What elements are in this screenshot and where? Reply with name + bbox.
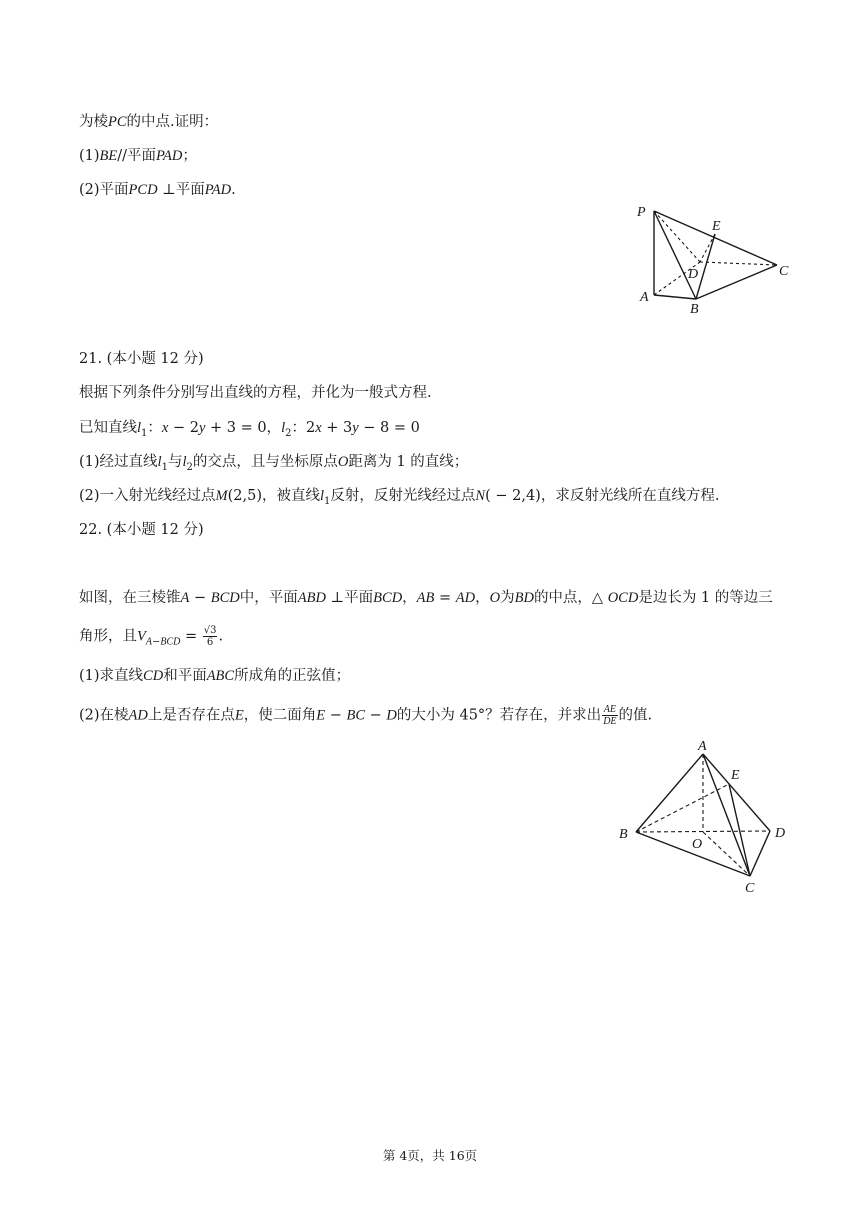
fig1-label-c: C xyxy=(779,264,789,279)
q21-part1: (1)经过直线$l_1$与$l_2$的交点，且与坐标原点O距离为 1 的直线； xyxy=(79,454,469,473)
fig2-label-d: D xyxy=(775,826,786,841)
fig2-label-a: A xyxy=(698,739,707,754)
q21-part2: (2)一入射光线经过点M(2,5)，被直线$l_1$反射，反射光线经过点N( − 2,4)，求反射光线所在直线方程. xyxy=(79,488,720,507)
fig1-label-e: E xyxy=(712,219,721,234)
q22-line1: 如图，在三棱锥A − BCD中，平面ABD ⊥平面BCD，AB = AD，O为BD的中点，△ OCD是边长为 1 的等边三 xyxy=(79,590,773,606)
q22-part2: (2)在棱AD上是否存在点E，使二面角E − BC − D的大小为 45°？若存在，并求出 $\frac{AE}{DE}$ 的值. xyxy=(79,704,653,727)
fig1-label-p: P xyxy=(637,205,646,220)
q21-given: 已知直线$l_1$：x − 2y + 3 = 0，$l_2$：2x + 3y − 8 = 0 xyxy=(79,420,420,439)
q21-header: 21. (本小题 12 分) xyxy=(79,351,204,367)
fig2-label-o: O xyxy=(692,837,703,852)
q22-header: 22. (本小题 12 分) xyxy=(79,522,204,538)
fig2-label-e: E xyxy=(731,768,740,783)
fig1-label-d: D xyxy=(688,267,699,282)
fig2-label-b: B xyxy=(619,827,628,842)
q20-line1: 为棱PC的中点.证明： xyxy=(79,114,219,130)
fig1-label-a: A xyxy=(640,290,649,305)
fig2-label-c: C xyxy=(745,881,755,896)
fig1-label-b: B xyxy=(690,302,699,317)
page-footer: 第 4页，共 16页 xyxy=(382,1148,478,1163)
q22-line2: 角形，且$V_{A-BCD}$ = $\frac{√3}{6}$ . xyxy=(79,625,224,648)
q22-part1: (1)求直线CD和平面ABC所成角的正弦值； xyxy=(79,668,351,684)
q20-part2: (2)平面PCD ⊥平面PAD. xyxy=(79,182,236,198)
tetrahedron-figure-2 xyxy=(612,734,797,896)
q20-part1: (1)BE//平面PAD； xyxy=(79,148,197,164)
pyramid-figure-1 xyxy=(630,200,800,318)
q21-intro: 根据下列条件分别写出直线的方程，并化为一般式方程. xyxy=(79,385,432,401)
